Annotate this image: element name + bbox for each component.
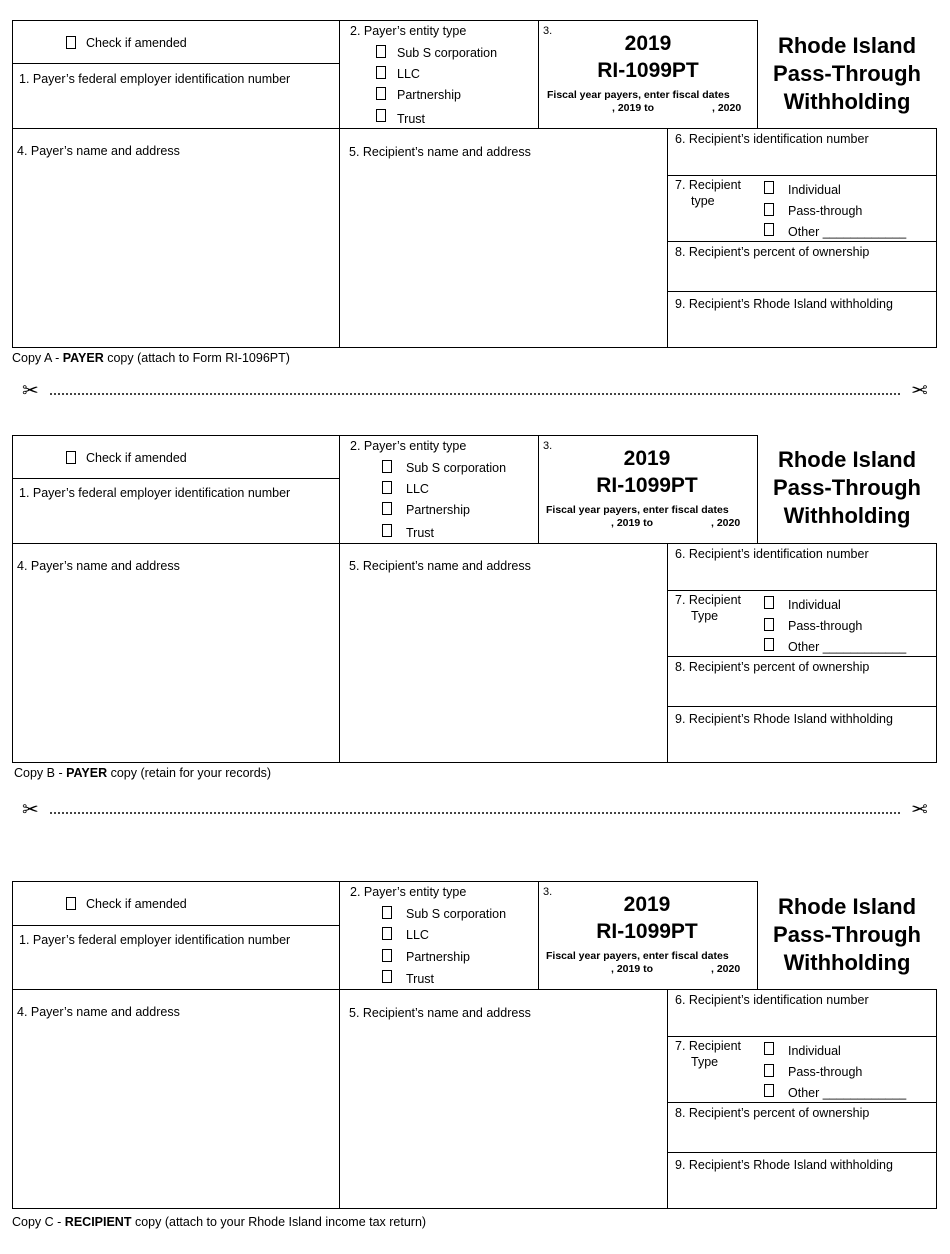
- divider: [667, 175, 937, 176]
- individual-checkbox[interactable]: [764, 1042, 774, 1055]
- divider: [667, 241, 937, 242]
- copy-caption: [12, 1215, 426, 1229]
- dotted-cut-line: [50, 812, 900, 814]
- amended-label: Check if amended: [86, 36, 187, 50]
- title-line: Withholding: [783, 950, 911, 975]
- box5-label: 5. Recipient’s name and address: [349, 145, 531, 159]
- cut-line: [22, 799, 928, 823]
- box6-label: 6. Recipient’s identification number: [675, 132, 869, 146]
- divider: [667, 1152, 937, 1153]
- caption-bold: PAYER: [62, 351, 104, 365]
- divider: [667, 656, 937, 657]
- divider: [12, 925, 341, 926]
- recipient-type-label: Other ____________: [788, 1086, 907, 1100]
- entity-type-label: Trust: [406, 526, 435, 540]
- individual-checkbox[interactable]: [764, 596, 774, 609]
- partnership-checkbox[interactable]: [382, 502, 392, 515]
- recipient-type-label: Individual: [788, 598, 841, 612]
- llc-checkbox[interactable]: [382, 927, 392, 940]
- copy-caption: [12, 351, 290, 365]
- amended-checkbox[interactable]: [66, 897, 76, 910]
- divider: [667, 590, 937, 591]
- box3-label: 3.: [543, 886, 553, 898]
- recipient-type-label: Pass-through: [788, 1065, 863, 1079]
- box-payer-name: [12, 543, 341, 763]
- recipient-type-label: Pass-through: [788, 619, 863, 633]
- cut-line: [22, 380, 928, 404]
- caption-prefix: Copy C -: [12, 1215, 65, 1229]
- box8-label: 8. Recipient’s percent of ownership: [675, 1106, 870, 1120]
- box2-label: 2. Payer’s entity type: [350, 439, 467, 453]
- trust-checkbox[interactable]: [376, 109, 386, 122]
- caption-suffix: copy (attach to Form RI-1096PT): [103, 351, 290, 365]
- form-year: 2019: [623, 893, 671, 916]
- box-recipient-name: [339, 543, 669, 763]
- amended-checkbox[interactable]: [66, 36, 76, 49]
- fiscal-to: , 2020: [711, 517, 741, 529]
- pass-through-checkbox[interactable]: [764, 1064, 774, 1077]
- fiscal-to: , 2020: [712, 102, 742, 114]
- form-title: [757, 32, 937, 116]
- title-line: Withholding: [783, 89, 911, 114]
- fiscal-instructions: Fiscal year payers, enter fiscal dates: [547, 89, 730, 101]
- entity-type-label: Sub S corporation: [406, 461, 507, 475]
- box9-label: 9. Recipient’s Rhode Island withholding: [675, 297, 893, 311]
- title-line: Rhode Island: [777, 447, 917, 472]
- box8-label: 8. Recipient’s percent of ownership: [675, 245, 870, 259]
- box-recipient-name: [339, 989, 669, 1209]
- sub-s-corp-checkbox[interactable]: [382, 460, 392, 473]
- fiscal-from: , 2019 to: [611, 963, 654, 975]
- box1-label: 1. Payer’s federal employer identification number: [19, 72, 291, 86]
- form-title: [757, 893, 937, 977]
- pass-through-checkbox[interactable]: [764, 618, 774, 631]
- amended-label: Check if amended: [86, 451, 187, 465]
- entity-type-label: LLC: [406, 928, 429, 942]
- title-line: Pass-Through: [773, 61, 921, 86]
- individual-checkbox[interactable]: [764, 181, 774, 194]
- llc-checkbox[interactable]: [376, 66, 386, 79]
- box9-label: 9. Recipient’s Rhode Island withholding: [675, 1158, 893, 1172]
- box6-label: 6. Recipient’s identification number: [675, 547, 869, 561]
- caption-suffix: copy (retain for your records): [107, 766, 272, 780]
- other-checkbox[interactable]: [764, 1084, 774, 1097]
- entity-type-label: LLC: [406, 482, 429, 496]
- recipient-type-label: Other ____________: [788, 640, 907, 654]
- caption-suffix: copy (attach to your Rhode Island income tax return): [131, 1215, 427, 1229]
- caption-prefix: Copy A -: [12, 351, 63, 365]
- form-number: RI-1099PT: [596, 920, 698, 943]
- copy-b: [0, 435, 950, 780]
- box7-type-word: Type: [691, 1055, 719, 1069]
- box3-label: 3.: [543, 440, 553, 452]
- box2-label: 2. Payer’s entity type: [350, 24, 467, 38]
- box7-label: 7. Recipient: [675, 178, 742, 192]
- box4-label: 4. Payer’s name and address: [17, 1005, 180, 1019]
- form-year: 2019: [624, 32, 672, 55]
- recipient-type-label: Pass-through: [788, 204, 863, 218]
- form-year: 2019: [623, 447, 671, 470]
- divider: [667, 706, 937, 707]
- entity-type-label: Trust: [406, 972, 435, 986]
- scissors-icon: ✂: [911, 799, 928, 821]
- sub-s-corp-checkbox[interactable]: [376, 45, 386, 58]
- fiscal-from: , 2019 to: [611, 517, 654, 529]
- scissors-icon: ✂: [22, 380, 39, 402]
- box6-label: 6. Recipient’s identification number: [675, 993, 869, 1007]
- copy-a: [0, 20, 950, 365]
- entity-type-label: Partnership: [406, 503, 470, 517]
- caption-prefix: Copy B -: [14, 766, 67, 780]
- box3-label: 3.: [543, 25, 553, 37]
- form-title: [757, 446, 937, 530]
- entity-type-label: Partnership: [406, 950, 470, 964]
- form-number: RI-1099PT: [596, 474, 698, 497]
- scissors-icon: ✂: [911, 380, 928, 402]
- title-line: Rhode Island: [777, 33, 917, 58]
- trust-checkbox[interactable]: [382, 524, 392, 537]
- box-recipient-name: [339, 128, 669, 348]
- box4-label: 4. Payer’s name and address: [17, 144, 180, 158]
- other-checkbox[interactable]: [764, 223, 774, 236]
- caption-bold: PAYER: [66, 766, 108, 780]
- scissors-icon: ✂: [22, 799, 39, 821]
- box5-label: 5. Recipient’s name and address: [349, 1006, 531, 1020]
- pass-through-checkbox[interactable]: [764, 203, 774, 216]
- other-checkbox[interactable]: [764, 638, 774, 651]
- recipient-type-label: Other ____________: [788, 225, 907, 239]
- box7-type-word: Type: [691, 609, 719, 623]
- trust-checkbox[interactable]: [382, 970, 392, 983]
- divider: [667, 1102, 937, 1103]
- entity-type-label: Trust: [397, 112, 426, 126]
- box8-label: 8. Recipient’s percent of ownership: [675, 660, 870, 674]
- sub-s-corp-checkbox[interactable]: [382, 906, 392, 919]
- box-payer-name: [12, 989, 341, 1209]
- divider: [12, 478, 341, 479]
- box1-label: 1. Payer’s federal employer identification number: [19, 933, 291, 947]
- title-line: Pass-Through: [773, 922, 921, 947]
- partnership-checkbox[interactable]: [382, 949, 392, 962]
- divider: [12, 63, 341, 64]
- amended-label: Check if amended: [86, 897, 187, 911]
- recipient-type-label: Individual: [788, 183, 841, 197]
- llc-checkbox[interactable]: [382, 481, 392, 494]
- title-line: Rhode Island: [777, 894, 917, 919]
- copy-caption: [14, 766, 271, 780]
- box4-label: 4. Payer’s name and address: [17, 559, 180, 573]
- box2-label: 2. Payer’s entity type: [350, 885, 467, 899]
- entity-type-label: Partnership: [397, 88, 461, 102]
- box-payer-name: [12, 128, 341, 348]
- divider: [667, 1036, 937, 1037]
- box7-type-word: type: [691, 194, 715, 208]
- entity-type-label: LLC: [397, 67, 420, 81]
- partnership-checkbox[interactable]: [376, 87, 386, 100]
- copy-c: [0, 881, 950, 1231]
- fiscal-from: , 2019 to: [612, 102, 655, 114]
- fiscal-instructions: Fiscal year payers, enter fiscal dates: [546, 950, 729, 962]
- amended-checkbox[interactable]: [66, 451, 76, 464]
- dotted-cut-line: [50, 393, 900, 395]
- form-number: RI-1099PT: [597, 59, 699, 82]
- caption-bold: RECIPIENT: [64, 1215, 132, 1229]
- entity-type-label: Sub S corporation: [406, 907, 507, 921]
- recipient-type-label: Individual: [788, 1044, 841, 1058]
- title-line: Pass-Through: [773, 475, 921, 500]
- entity-type-label: Sub S corporation: [397, 46, 498, 60]
- title-line: Withholding: [783, 503, 911, 528]
- box1-label: 1. Payer’s federal employer identification number: [19, 486, 291, 500]
- box9-label: 9. Recipient’s Rhode Island withholding: [675, 712, 893, 726]
- fiscal-to: , 2020: [711, 963, 741, 975]
- box7-label: 7. Recipient: [675, 1039, 742, 1053]
- fiscal-instructions: Fiscal year payers, enter fiscal dates: [546, 504, 729, 516]
- box5-label: 5. Recipient’s name and address: [349, 559, 531, 573]
- box7-label: 7. Recipient: [675, 593, 742, 607]
- divider: [667, 291, 937, 292]
